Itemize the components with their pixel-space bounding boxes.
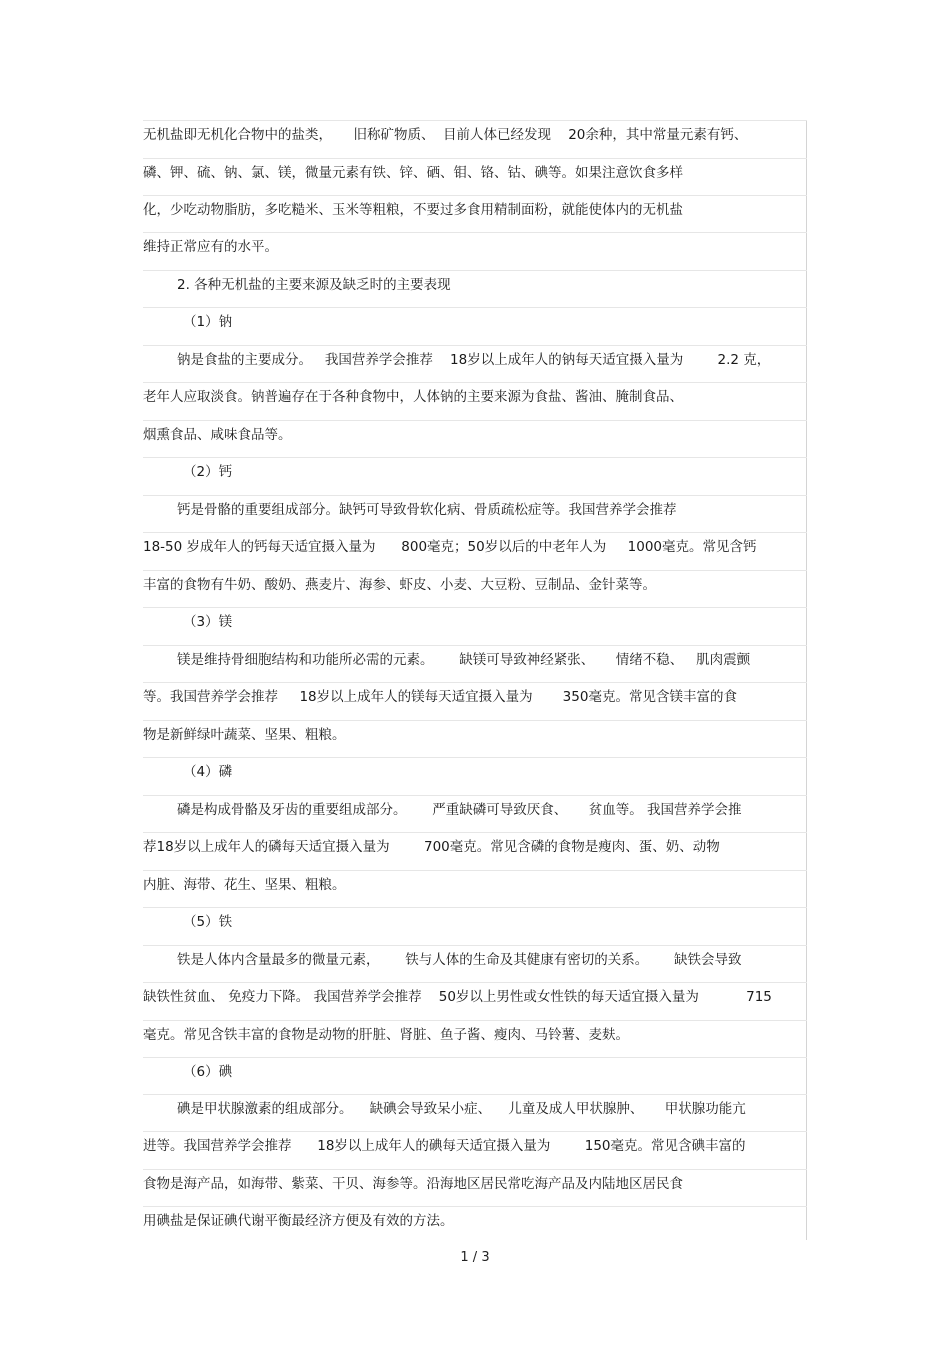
subsection-heading: （4）磷 xyxy=(143,757,807,787)
text-line: 钙是骨骼的重要组成部分。缺钙可导致骨软化病、骨质疏松症等。我国营养学会推荐 xyxy=(143,495,807,525)
text-line: 物是新鲜绿叶蔬菜、坚果、粗粮。 xyxy=(143,720,807,750)
text-line: 烟熏食品、咸味食品等。 xyxy=(143,420,807,450)
text-line: 维持正常应有的水平。 xyxy=(143,232,807,262)
page-number: 1 / 3 xyxy=(460,1250,490,1265)
text-line: 镁是维持骨细胞结构和功能所必需的元素。 缺镁可导致神经紧张、 情绪不稳、 肌肉震颤 xyxy=(143,645,807,675)
text-line: 缺铁性贫血、 免疫力下降。 我国营养学会推荐 50岁以上男性或女性铁的每天适宜摄入量为 715 xyxy=(143,982,807,1012)
subsection-heading: （5）铁 xyxy=(143,907,807,937)
text-line: 磷、钾、硫、钠、氯、镁，微量元素有铁、锌、硒、钼、铬、钴、碘等。如果注意饮食多样 xyxy=(143,158,807,188)
subsection-heading: （2）钙 xyxy=(143,457,807,487)
text-line: 用碘盐是保证碘代谢平衡最经济方便及有效的方法。 xyxy=(143,1206,807,1236)
text-line: 碘是甲状腺激素的组成部分。 缺碘会导致呆小症、 儿童及成人甲状腺肿、 甲状腺功能亢 xyxy=(143,1094,807,1124)
text-line: 钠是食盐的主要成分。 我国营养学会推荐 18岁以上成年人的钠每天适宜摄入量为 2.2 克， xyxy=(143,345,807,375)
text-line: 内脏、海带、花生、坚果、粗粮。 xyxy=(143,870,807,900)
text-line: 磷是构成骨骼及牙齿的重要组成部分。 严重缺磷可导致厌食、 贫血等。 我国营养学会推 xyxy=(143,795,807,825)
text-line: 老年人应取淡食。钠普遍存在于各种食物中，人体钠的主要来源为食盐、酱油、腌制食品、 xyxy=(143,382,807,412)
text-line: 荐18岁以上成年人的磷每天适宜摄入量为 700毫克。常见含磷的食物是瘦肉、蛋、奶、动物 xyxy=(143,832,807,862)
text-line: 毫克。常见含铁丰富的食物是动物的肝脏、肾脏、鱼子酱、瘦肉、马铃薯、麦麸。 xyxy=(143,1020,807,1050)
text-line: 丰富的食物有牛奶、酸奶、燕麦片、海参、虾皮、小麦、大豆粉、豆制品、金针菜等。 xyxy=(143,570,807,600)
subsection-heading: （1）钠 xyxy=(143,307,807,337)
text-line: 等。我国营养学会推荐 18岁以上成年人的镁每天适宜摄入量为 350毫克。常见含镁丰富的食 xyxy=(143,682,807,712)
subsection-heading: （3）镁 xyxy=(143,607,807,637)
text-line: 铁是人体内含量最多的微量元素， 铁与人体的生命及其健康有密切的关系。 缺铁会导致 xyxy=(143,945,807,975)
text-line: 18-50 岁成年人的钙每天适宜摄入量为 800毫克；50岁以后的中老年人为 1000毫克。常见含钙 xyxy=(143,532,807,562)
section-heading: 2. 各种无机盐的主要来源及缺乏时的主要表现 xyxy=(143,270,807,300)
subsection-heading: （6）碘 xyxy=(143,1057,807,1087)
text-line: 食物是海产品，如海带、紫菜、干贝、海参等。沿海地区居民常吃海产品及内陆地区居民食 xyxy=(143,1169,807,1199)
text-line: 进等。我国营养学会推荐 18岁以上成年人的碘每天适宜摄入量为 150毫克。常见含碘丰富的 xyxy=(143,1131,807,1161)
text-line: 化，少吃动物脂肪，多吃糙米、玉米等粗粮，不要过多食用精制面粉，就能使体内的无机盐 xyxy=(143,195,807,225)
text-line: 无机盐即无机化合物中的盐类， 旧称矿物质、 目前人体已经发现 20余种，其中常量元素有钙、 xyxy=(143,120,807,150)
